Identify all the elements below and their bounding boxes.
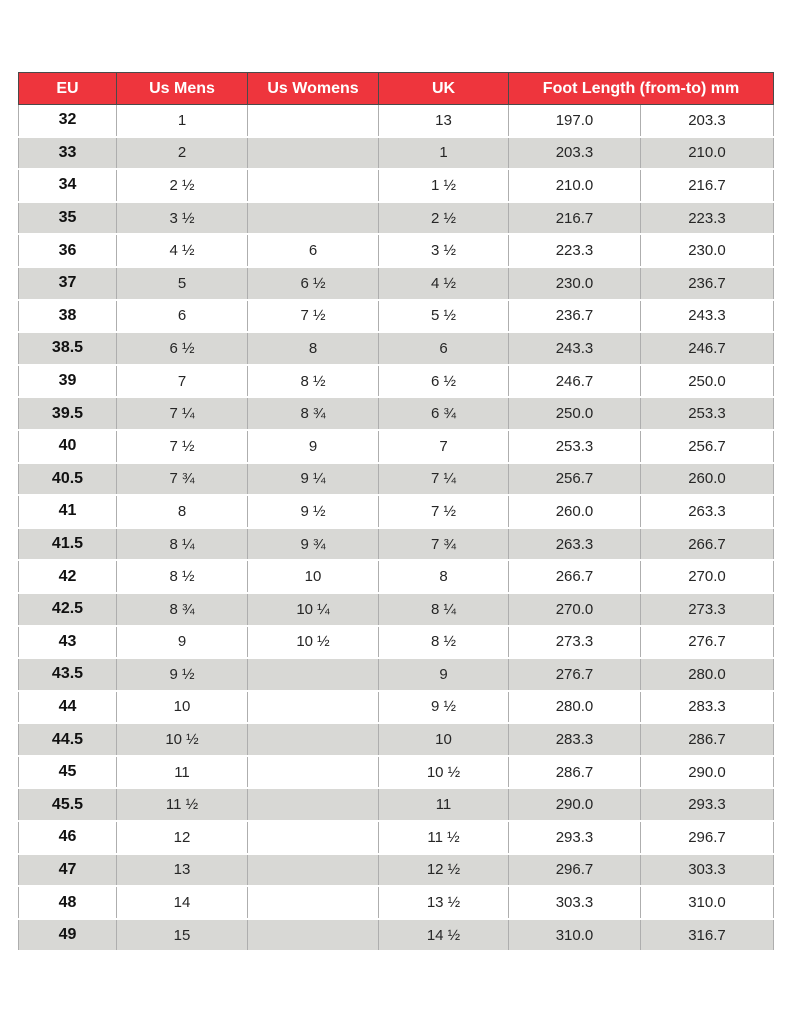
cell-uk-size: 7 ¾: [379, 528, 509, 561]
table-row: [19, 788, 774, 821]
cell-eu-size: 49: [19, 919, 117, 952]
cell-foot-length-to: 260.0: [641, 463, 774, 496]
cell-foot-length-from: 256.7: [509, 463, 641, 496]
cell-uk-size: 13: [379, 105, 509, 137]
table-row: [19, 365, 774, 398]
cell-eu-size: 39.5: [19, 397, 117, 430]
cell-foot-length-to: 316.7: [641, 919, 774, 952]
cell-eu-size: 48: [19, 886, 117, 919]
cell-us-womens-size: 8 ½: [248, 365, 379, 398]
table-row: [19, 593, 774, 626]
cell-us-mens-size: 5: [117, 267, 248, 300]
cell-us-womens-size: 9 ½: [248, 495, 379, 528]
cell-foot-length-from: 303.3: [509, 886, 641, 919]
cell-us-womens-size: [248, 788, 379, 821]
cell-us-womens-size: 9 ¼: [248, 463, 379, 496]
cell-eu-size: 39: [19, 365, 117, 398]
table-row: [19, 463, 774, 496]
cell-uk-size: 7 ¼: [379, 463, 509, 496]
cell-uk-size: 1 ½: [379, 169, 509, 202]
cell-foot-length-from: 263.3: [509, 528, 641, 561]
cell-foot-length-to: 256.7: [641, 430, 774, 463]
cell-foot-length-from: 310.0: [509, 919, 641, 952]
table-row: [19, 430, 774, 463]
cell-us-womens-size: [248, 886, 379, 919]
cell-eu-size: 42.5: [19, 593, 117, 626]
table-header: [19, 73, 774, 105]
cell-foot-length-to: 303.3: [641, 854, 774, 887]
cell-foot-length-from: 236.7: [509, 300, 641, 333]
column-header-us-womens: Us Womens: [248, 73, 379, 105]
cell-foot-length-from: 246.7: [509, 365, 641, 398]
cell-us-mens-size: 15: [117, 919, 248, 952]
table-row: [19, 105, 774, 137]
cell-foot-length-from: 216.7: [509, 202, 641, 235]
cell-foot-length-to: 296.7: [641, 821, 774, 854]
cell-foot-length-from: 266.7: [509, 560, 641, 593]
cell-eu-size: 37: [19, 267, 117, 300]
cell-us-mens-size: 8 ¾: [117, 593, 248, 626]
cell-us-womens-size: [248, 105, 379, 137]
cell-uk-size: 2 ½: [379, 202, 509, 235]
table-row: [19, 495, 774, 528]
cell-us-mens-size: 7 ¼: [117, 397, 248, 430]
cell-uk-size: 10: [379, 723, 509, 756]
cell-uk-size: 4 ½: [379, 267, 509, 300]
cell-foot-length-from: 270.0: [509, 593, 641, 626]
cell-foot-length-to: 273.3: [641, 593, 774, 626]
cell-us-womens-size: [248, 169, 379, 202]
cell-eu-size: 41.5: [19, 528, 117, 561]
cell-uk-size: 14 ½: [379, 919, 509, 952]
cell-us-mens-size: 14: [117, 886, 248, 919]
cell-us-womens-size: [248, 723, 379, 756]
cell-foot-length-to: 290.0: [641, 756, 774, 789]
cell-foot-length-from: 283.3: [509, 723, 641, 756]
cell-uk-size: 9: [379, 658, 509, 691]
cell-us-mens-size: 11 ½: [117, 788, 248, 821]
cell-foot-length-to: 286.7: [641, 723, 774, 756]
cell-foot-length-from: 210.0: [509, 169, 641, 202]
table-row: [19, 397, 774, 430]
cell-eu-size: 38: [19, 300, 117, 333]
cell-uk-size: 12 ½: [379, 854, 509, 887]
cell-us-mens-size: 7 ¾: [117, 463, 248, 496]
cell-us-womens-size: 8: [248, 332, 379, 365]
cell-foot-length-from: 290.0: [509, 788, 641, 821]
column-header-uk: UK: [379, 73, 509, 105]
cell-eu-size: 42: [19, 560, 117, 593]
cell-uk-size: 8 ½: [379, 626, 509, 659]
cell-foot-length-from: 286.7: [509, 756, 641, 789]
cell-eu-size: 33: [19, 137, 117, 170]
cell-foot-length-to: 230.0: [641, 234, 774, 267]
cell-eu-size: 40.5: [19, 463, 117, 496]
header-row: [19, 73, 774, 105]
cell-us-womens-size: [248, 202, 379, 235]
table-row: [19, 300, 774, 333]
table-row: [19, 756, 774, 789]
cell-us-womens-size: 6 ½: [248, 267, 379, 300]
cell-foot-length-from: 197.0: [509, 105, 641, 137]
cell-foot-length-to: 283.3: [641, 691, 774, 724]
cell-uk-size: 6 ¾: [379, 397, 509, 430]
cell-uk-size: 8: [379, 560, 509, 593]
cell-eu-size: 38.5: [19, 332, 117, 365]
cell-eu-size: 40: [19, 430, 117, 463]
cell-eu-size: 43.5: [19, 658, 117, 691]
cell-us-mens-size: 9: [117, 626, 248, 659]
column-header-foot-length: Foot Length (from-to) mm: [509, 73, 774, 105]
cell-eu-size: 46: [19, 821, 117, 854]
cell-us-mens-size: 7: [117, 365, 248, 398]
cell-foot-length-from: 203.3: [509, 137, 641, 170]
cell-uk-size: 6 ½: [379, 365, 509, 398]
cell-us-mens-size: 1: [117, 105, 248, 137]
cell-foot-length-from: 243.3: [509, 332, 641, 365]
cell-us-mens-size: 10 ½: [117, 723, 248, 756]
cell-us-womens-size: 10 ¼: [248, 593, 379, 626]
cell-us-womens-size: 10 ½: [248, 626, 379, 659]
cell-us-womens-size: 9 ¾: [248, 528, 379, 561]
table-row: [19, 528, 774, 561]
table-row: [19, 560, 774, 593]
cell-foot-length-from: 230.0: [509, 267, 641, 300]
cell-foot-length-to: 250.0: [641, 365, 774, 398]
cell-us-mens-size: 8: [117, 495, 248, 528]
cell-foot-length-to: 236.7: [641, 267, 774, 300]
table-row: [19, 658, 774, 691]
table-row: [19, 202, 774, 235]
cell-us-womens-size: [248, 821, 379, 854]
cell-foot-length-from: 296.7: [509, 854, 641, 887]
cell-us-mens-size: 3 ½: [117, 202, 248, 235]
cell-us-mens-size: 9 ½: [117, 658, 248, 691]
cell-uk-size: 11 ½: [379, 821, 509, 854]
cell-eu-size: 32: [19, 105, 117, 137]
cell-us-womens-size: 6: [248, 234, 379, 267]
cell-eu-size: 43: [19, 626, 117, 659]
cell-us-womens-size: 8 ¾: [248, 397, 379, 430]
cell-us-mens-size: 8 ¼: [117, 528, 248, 561]
cell-uk-size: 10 ½: [379, 756, 509, 789]
cell-us-womens-size: [248, 137, 379, 170]
table-row: [19, 723, 774, 756]
cell-eu-size: 45: [19, 756, 117, 789]
table-row: [19, 169, 774, 202]
cell-eu-size: 35: [19, 202, 117, 235]
cell-us-mens-size: 6 ½: [117, 332, 248, 365]
cell-us-womens-size: [248, 919, 379, 952]
table-row: [19, 691, 774, 724]
column-header-us-mens: Us Mens: [117, 73, 248, 105]
cell-foot-length-to: 270.0: [641, 560, 774, 593]
cell-us-womens-size: 9: [248, 430, 379, 463]
cell-foot-length-to: 293.3: [641, 788, 774, 821]
cell-us-womens-size: 10: [248, 560, 379, 593]
cell-us-womens-size: [248, 854, 379, 887]
cell-us-mens-size: 6: [117, 300, 248, 333]
table-row: [19, 626, 774, 659]
table-row: [19, 137, 774, 170]
cell-uk-size: 8 ¼: [379, 593, 509, 626]
cell-foot-length-to: 223.3: [641, 202, 774, 235]
cell-us-mens-size: 4 ½: [117, 234, 248, 267]
cell-us-mens-size: 12: [117, 821, 248, 854]
cell-uk-size: 6: [379, 332, 509, 365]
cell-eu-size: 45.5: [19, 788, 117, 821]
cell-uk-size: 1: [379, 137, 509, 170]
cell-foot-length-to: 310.0: [641, 886, 774, 919]
cell-foot-length-from: 223.3: [509, 234, 641, 267]
cell-uk-size: 13 ½: [379, 886, 509, 919]
cell-uk-size: 11: [379, 788, 509, 821]
cell-foot-length-to: 203.3: [641, 105, 774, 137]
cell-foot-length-from: 280.0: [509, 691, 641, 724]
cell-foot-length-from: 276.7: [509, 658, 641, 691]
cell-foot-length-to: 276.7: [641, 626, 774, 659]
cell-uk-size: 9 ½: [379, 691, 509, 724]
cell-foot-length-to: 210.0: [641, 137, 774, 170]
cell-uk-size: 3 ½: [379, 234, 509, 267]
cell-foot-length-to: 216.7: [641, 169, 774, 202]
cell-us-womens-size: [248, 658, 379, 691]
cell-us-womens-size: [248, 691, 379, 724]
cell-uk-size: 7: [379, 430, 509, 463]
cell-foot-length-to: 246.7: [641, 332, 774, 365]
table-row: [19, 919, 774, 952]
table-row: [19, 854, 774, 887]
cell-foot-length-to: 253.3: [641, 397, 774, 430]
table-row: [19, 886, 774, 919]
cell-us-mens-size: 7 ½: [117, 430, 248, 463]
cell-us-mens-size: 11: [117, 756, 248, 789]
cell-uk-size: 5 ½: [379, 300, 509, 333]
cell-foot-length-to: 266.7: [641, 528, 774, 561]
cell-foot-length-to: 243.3: [641, 300, 774, 333]
cell-foot-length-from: 293.3: [509, 821, 641, 854]
cell-eu-size: 44.5: [19, 723, 117, 756]
cell-uk-size: 7 ½: [379, 495, 509, 528]
cell-eu-size: 41: [19, 495, 117, 528]
cell-eu-size: 44: [19, 691, 117, 724]
cell-foot-length-to: 263.3: [641, 495, 774, 528]
table-row: [19, 267, 774, 300]
cell-us-womens-size: [248, 756, 379, 789]
column-header-eu: EU: [19, 73, 117, 105]
cell-foot-length-from: 260.0: [509, 495, 641, 528]
shoe-size-conversion-table: [18, 72, 774, 952]
cell-eu-size: 34: [19, 169, 117, 202]
cell-foot-length-from: 273.3: [509, 626, 641, 659]
cell-eu-size: 47: [19, 854, 117, 887]
cell-foot-length-to: 280.0: [641, 658, 774, 691]
cell-us-womens-size: 7 ½: [248, 300, 379, 333]
cell-us-mens-size: 2: [117, 137, 248, 170]
table-row: [19, 821, 774, 854]
cell-eu-size: 36: [19, 234, 117, 267]
cell-us-mens-size: 8 ½: [117, 560, 248, 593]
table-row: [19, 234, 774, 267]
table-row: [19, 332, 774, 365]
cell-us-mens-size: 10: [117, 691, 248, 724]
cell-us-mens-size: 2 ½: [117, 169, 248, 202]
cell-foot-length-from: 250.0: [509, 397, 641, 430]
cell-us-mens-size: 13: [117, 854, 248, 887]
table-body: [19, 105, 774, 952]
cell-foot-length-from: 253.3: [509, 430, 641, 463]
